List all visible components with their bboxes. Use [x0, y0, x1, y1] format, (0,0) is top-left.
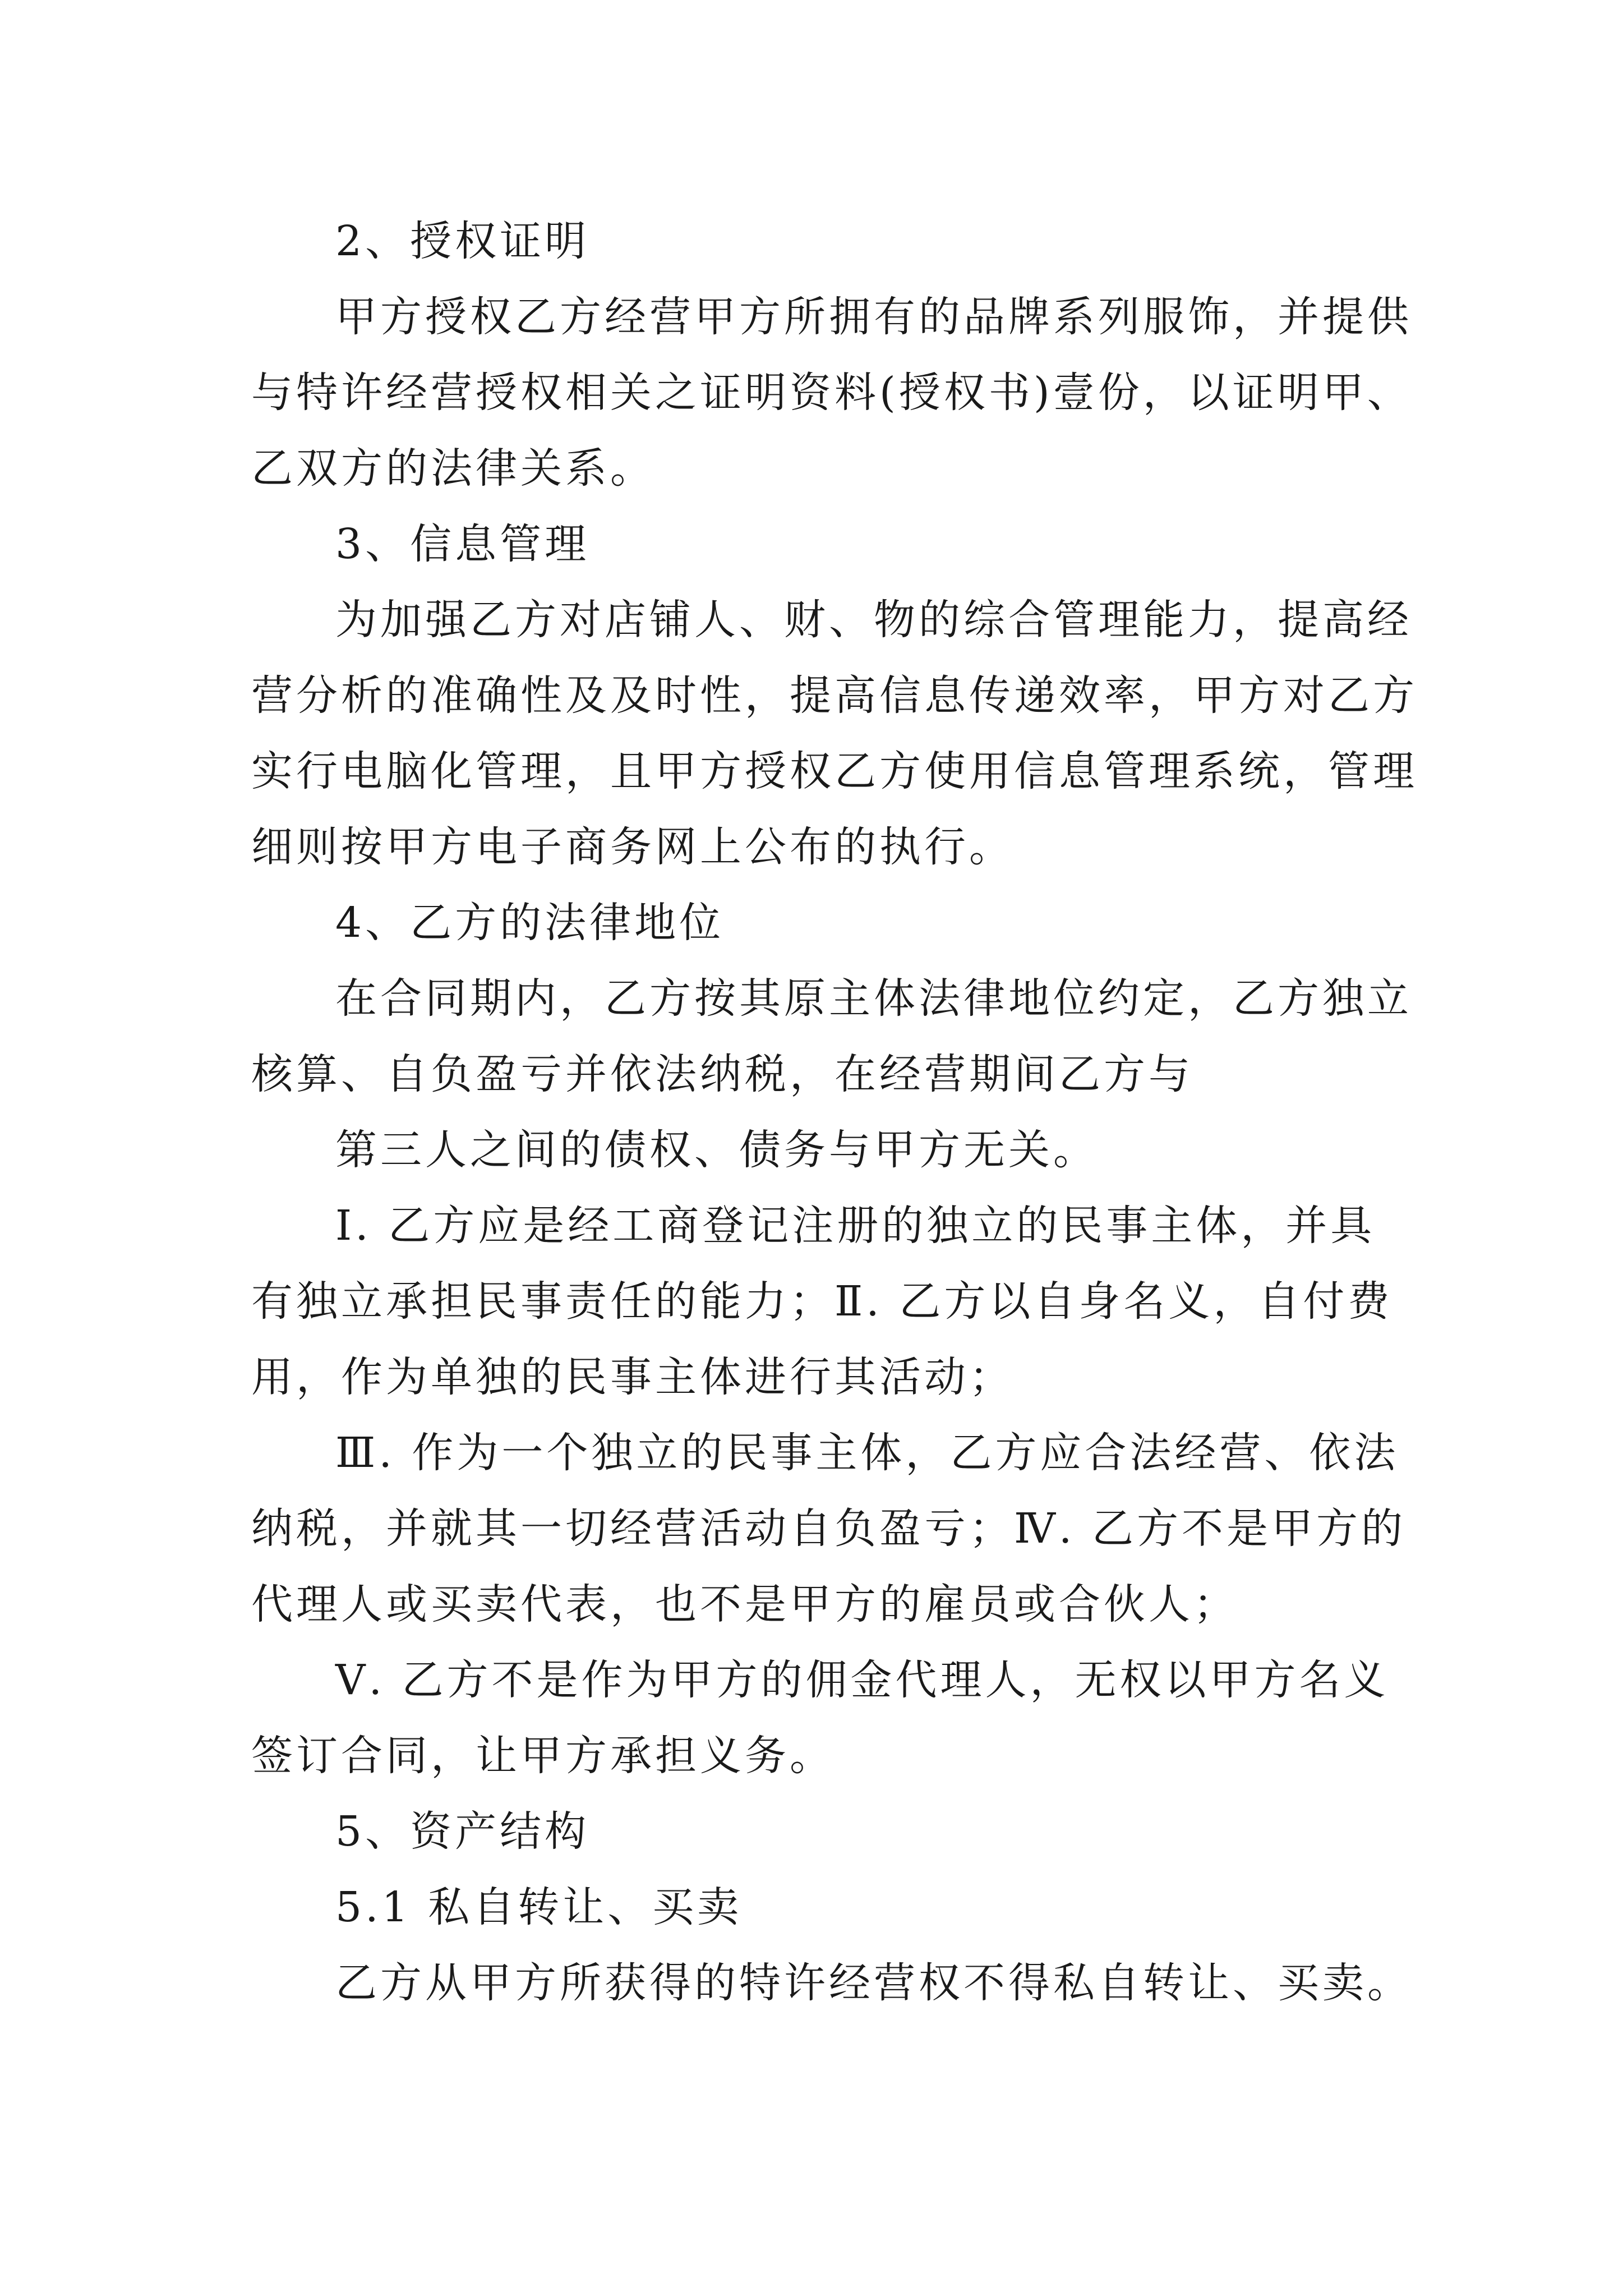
- heading-legal-status: 4、乙方的法律地位: [335, 899, 725, 947]
- paragraph-line: 为加强乙方对店铺人、财、物的综合管理能力，提高经: [335, 596, 1412, 644]
- paragraph-line: 纳税，并就其一切经营活动自负盈亏；Ⅳ. 乙方不是甲方的: [251, 1504, 1406, 1553]
- paragraph-line: 细则按甲方电子商务网上公布的执行。: [251, 823, 1014, 871]
- heading-asset-structure: 5、资产结构: [335, 1807, 590, 1856]
- heading-authorization-proof: 2、授权证明: [335, 217, 590, 265]
- heading-information-management: 3、信息管理: [335, 520, 590, 568]
- paragraph-line: 第三人之间的债权、债务与甲方无关。: [335, 1126, 1098, 1174]
- paragraph-line: 核算、自负盈亏并依法纳税，在经营期间乙方与: [251, 1050, 1193, 1098]
- paragraph-line: Ⅰ. 乙方应是经工商登记注册的独立的民事主体，并具: [335, 1202, 1376, 1250]
- paragraph-line: 代理人或买卖代表，也不是甲方的雇员或合伙人；: [251, 1580, 1238, 1628]
- paragraph-line: 乙双方的法律关系。: [251, 444, 655, 493]
- subheading-private-transfer: 5.1 私自转让、买卖: [335, 1883, 743, 1931]
- paragraph-line: Ⅲ. 作为一个独立的民事主体，乙方应合法经营、依法: [335, 1429, 1399, 1477]
- paragraph-line: 签订合同，让甲方承担义务。: [251, 1732, 834, 1780]
- paragraph-line: 甲方授权乙方经营甲方所拥有的品牌系列服饰，并提供: [335, 293, 1412, 341]
- paragraph-line: 与特许经营授权相关之证明资料(授权书)壹份，以证明甲、: [251, 369, 1412, 417]
- paragraph-line: 在合同期内，乙方按其原主体法律地位约定，乙方独立: [335, 974, 1412, 1023]
- paragraph-line: 有独立承担民事责任的能力；Ⅱ. 乙方以自身名义，自付费: [251, 1277, 1393, 1326]
- paragraph-line: 营分析的准确性及及时性，提高信息传递效率，甲方对乙方: [251, 671, 1418, 720]
- paragraph-line: Ⅴ. 乙方不是作为甲方的佣金代理人，无权以甲方名义: [335, 1656, 1389, 1704]
- paragraph-line: 乙方从甲方所获得的特许经营权不得私自转让、买卖。: [335, 1959, 1412, 2007]
- paragraph-line: 用，作为单独的民事主体进行其活动；: [251, 1353, 1014, 1401]
- paragraph-line: 实行电脑化管理，且甲方授权乙方使用信息管理系统，管理: [251, 747, 1418, 795]
